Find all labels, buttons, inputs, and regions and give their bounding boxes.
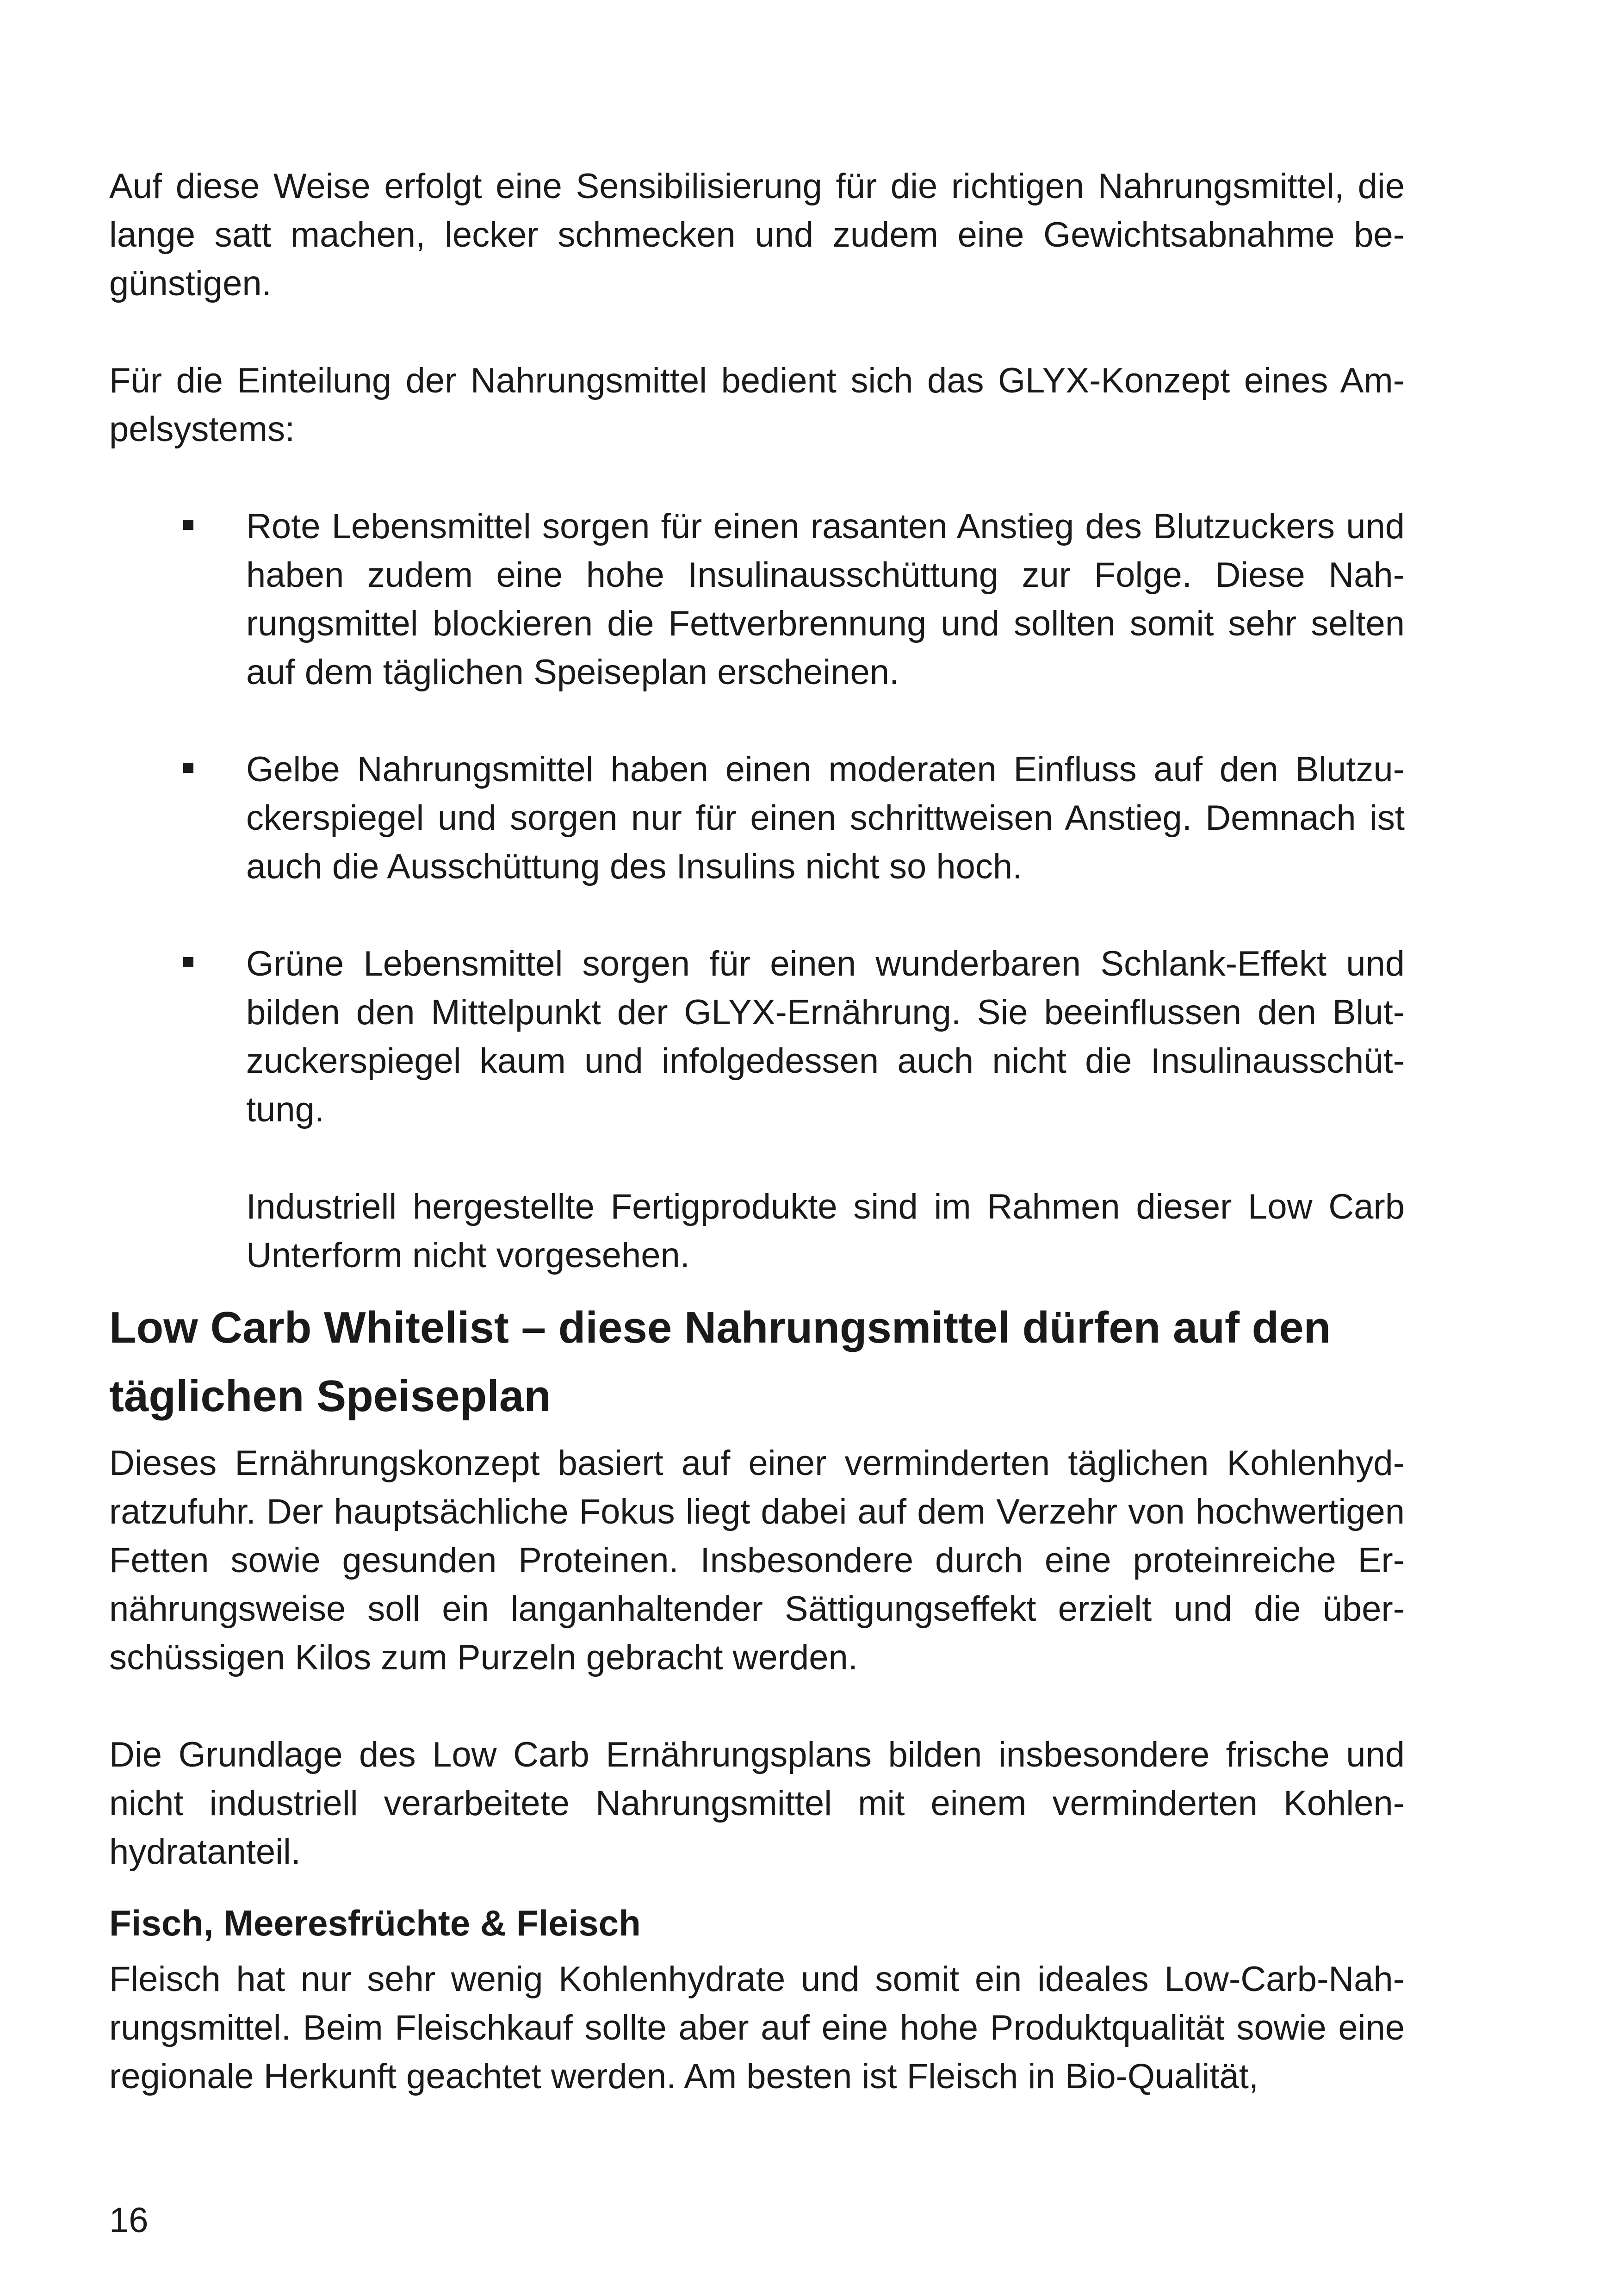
section-heading: Low Carb Whitelist – diese Nahrungsmittel dürfen auf den täglichen Speiseplan — [109, 1303, 1331, 1421]
intro-paragraph-1: Auf diese Weise erfolgt eine Sensibilisierung für die richtigen Nahrungsmittel, die lange satt machen, lecker schmecken und zudem eine Gewichtsabnahme begünstigen. — [109, 167, 1405, 303]
list-item-text: Gelbe Nahrungsmittel haben einen moderaten Einfluss auf den Blutzuckerspiegel und sorgen nur für einen schrittweisen Anstieg. Demnach ist auch die Ausschüttung des Insulins nicht so hoch. — [246, 750, 1405, 886]
subsection-paragraph: Fleisch hat nur sehr wenig Kohlenhydrate und somit ein ideales Low-Carb-Nahrungsmittel. Beim Fleischkauf sollte aber auf eine hohe Produktqualität sowie eine regionale Herkunft geachtet werden. Am besten ist Fleisch in Bio-Qualität, — [109, 1960, 1405, 2096]
subheading: Fisch, Meeresfrüchte & Fleisch — [109, 1903, 641, 1943]
list-item-text: Rote Lebensmittel sorgen für einen rasanten Anstieg des Blutzuckers und haben zudem eine hohe Insulinausschüttung zur Folge. Diese Nahrungsmittel blockieren die Fettverbrennung und sollten somit sehr selten auf dem täglichen Speiseplan erscheinen. — [246, 507, 1405, 692]
square-bullet-icon — [183, 957, 193, 967]
traffic-light-list — [109, 502, 1405, 1134]
list-item-text: Grüne Lebensmittel sorgen für einen wunderbaren Schlank-Effekt und bilden den Mittelpunkt der GLYX-Ernährung. Sie beeinflussen den Blutzuckerspiegel kaum und infolgedessen auch nicht die Insulinausschüttung. — [246, 944, 1405, 1129]
intro-paragraph-2: Für die Einteilung der Nahrungsmittel bedient sich das GLYX-Konzept eines Ampelsystems: — [109, 361, 1405, 449]
square-bullet-icon — [183, 763, 193, 773]
list-item-yellow — [109, 745, 1405, 891]
square-bullet-icon — [183, 520, 193, 530]
list-item-green — [109, 940, 1405, 1134]
indented-note: Industriell hergestellte Fertigprodukte sind im Rahmen dieser Low Carb Unterform nicht vorgesehen. — [246, 1187, 1405, 1275]
list-item-red — [109, 502, 1405, 697]
section-paragraph-2: Die Grundlage des Low Carb Ernährungsplans bilden insbesondere frische und nicht industriell verarbeitete Nahrungsmittel mit einem verminderten Kohlenhydratanteil. — [109, 1735, 1405, 1872]
section-paragraph-1: Dieses Ernährungskonzept basiert auf einer verminderten täglichen Kohlenhydratzufuhr. Der hauptsächliche Fokus liegt dabei auf dem Verzehr von hochwertigen Fetten sowie gesunden Proteinen. Insbesondere durch eine proteinreiche Ernährungsweise soll ein langanhaltender Sättigungseffekt erzielt und die überschüssigen Kilos zum Purzeln gebracht werden. — [109, 1444, 1405, 1677]
page-body — [109, 162, 1405, 2101]
page-number: 16 — [109, 2201, 149, 2240]
